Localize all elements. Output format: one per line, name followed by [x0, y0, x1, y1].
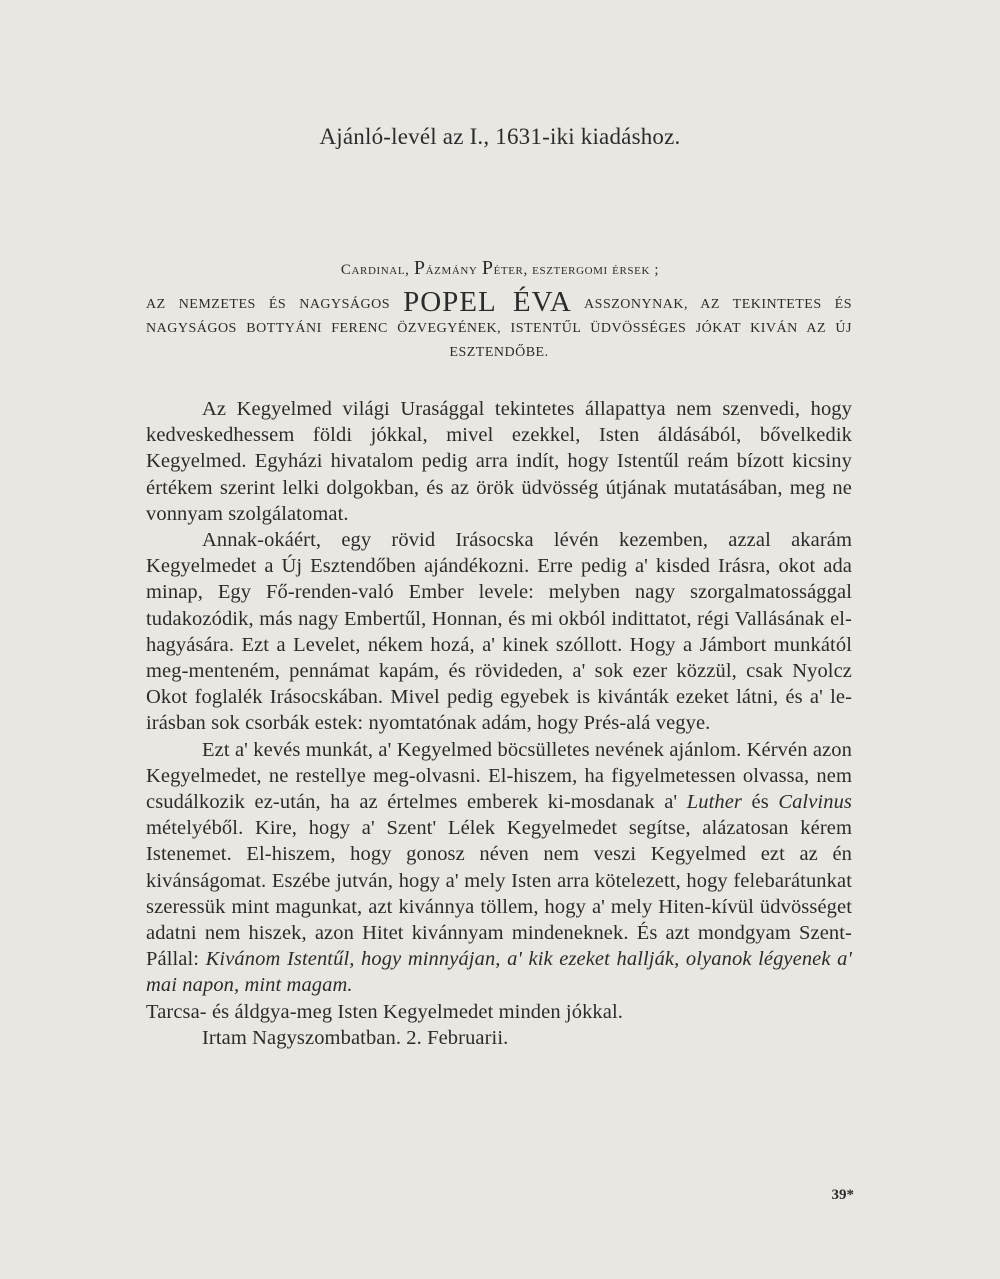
- paragraph-4: Tarcsa- és áldgya-meg Isten Kegyelmedet minden jókkal.: [146, 1000, 623, 1023]
- paragraph-3: [146, 737, 852, 999]
- paragraph-3-part-c: mételyéből. Kire, hogy a' Szent' Lélek Kegyelmedet segítse, alázatosan kérem Istenemet. El-hiszem, hogy gonosz néven nem veszi Kegyelmed ezt az én kivánságomat. Eszébe jutván, hogy a' mely Isten arra kötelezett, hogy felebarátunkat szeressük mint magunkat, azt kivánnya töllem, hogy a' mely Hiten-kívül üdvösséget adatni nem hiszek, azon Hitet kivánnyam mindeneknek. És azt mondgyam Szent-Pállal:: [146, 817, 852, 971]
- closing-line: Irtam Nagyszombatban. 2. Februarii.: [202, 1026, 509, 1049]
- page-title: Ajánló-levél az I., 1631-iki kiadáshoz.: [319, 124, 681, 149]
- luther-name: Luther: [686, 791, 743, 814]
- dedication-post: ASSZONYNAK, AZ TEKINTETES ÉS NAGYSÁGOS BOTTYÁNI FERENC ÖZVEGYÉNEK, ISTENTŰL ÜDVÖSSÉGES JÓKAT KIVÁN AZ ÚJ ESZTENDŐBE.: [146, 297, 853, 360]
- calvinus-name: Calvinus: [778, 791, 853, 814]
- letter-body: [146, 396, 852, 1051]
- author-cap-1: P: [413, 257, 426, 279]
- dedication-pre: AZ NEMZETES ÉS NAGYSÁGOS: [146, 297, 404, 312]
- author-name-2: éter, esztergomi érsek ;: [493, 262, 660, 278]
- author-line: [0, 257, 1000, 280]
- author-cap-2: P: [481, 257, 494, 279]
- paragraph-3-part-b: és: [742, 791, 779, 814]
- dedication-name: POPEL ÉVA: [403, 286, 572, 318]
- paragraph-1: Az Kegyelmed világi Urasággal tekintetes állapattya nem szenvedi, hogy kedveskedhessem földi jókkal, mivel ezekkel, Isten áldásából, bővelkedik Kegyelmed. Egyházi hivatalom pedig arra indít, hogy Istentűl reám bízott kicsiny értékem szerint lelki dolgokban, és az örök üdvösség útjának mutatásában, meg ne vonnyam szolgálatomat.: [146, 398, 852, 525]
- page-number: 39*: [831, 1187, 854, 1203]
- paragraph-3-part-a: Ezt a' kevés munkát, a' Kegyelmed böcsülletes nevének ajánlom. Kérvén azon Kegyelmedet, ne restellye meg-olvasni. El-hiszem, ha figyelmetessen olvassa, nem csudálkozik ez-után, ha az értelmes emberek ki-mosdanak a': [146, 738, 852, 814]
- author-prefix: Cardinal,: [340, 262, 414, 278]
- scripture-quote: Kivánom Istentűl, hogy minnyájan, a' kik ezeket hallják, olyanok légyenek a' mai napon, mint magam.: [146, 948, 852, 997]
- author-name-1: ázmány: [425, 262, 482, 278]
- paragraph-2: Annak-okáért, egy rövid Irásocska lévén kezemben, azzal akarám Kegyelmedet a Új Esztendőben ajándékozni. Erre pedig a' kisded Irásra, okot ada minap, Egy Fő-renden-való Ember levele: melyben nagy szorgalmatossággal tudakozódik, más nagy Embertűl, Honnan, és mi okból indittatot, régi Vallásának el-hagyására. Ezt a Levelet, nékem hozá, a' kinek szóllott. Hogy a Jámbort munkától meg-menteném, pennámat kapám, és rövideden, a' sok ezer közzül, csak Nyolcz Okot foglalék Irásocskában. Mivel pedig egyebek is kivánták ezeket látni, és a' le-irásban sok csorbák estek: nyomtatónak adám, hogy Prés-alá vegye.: [146, 529, 852, 735]
- dedication: [146, 286, 853, 365]
